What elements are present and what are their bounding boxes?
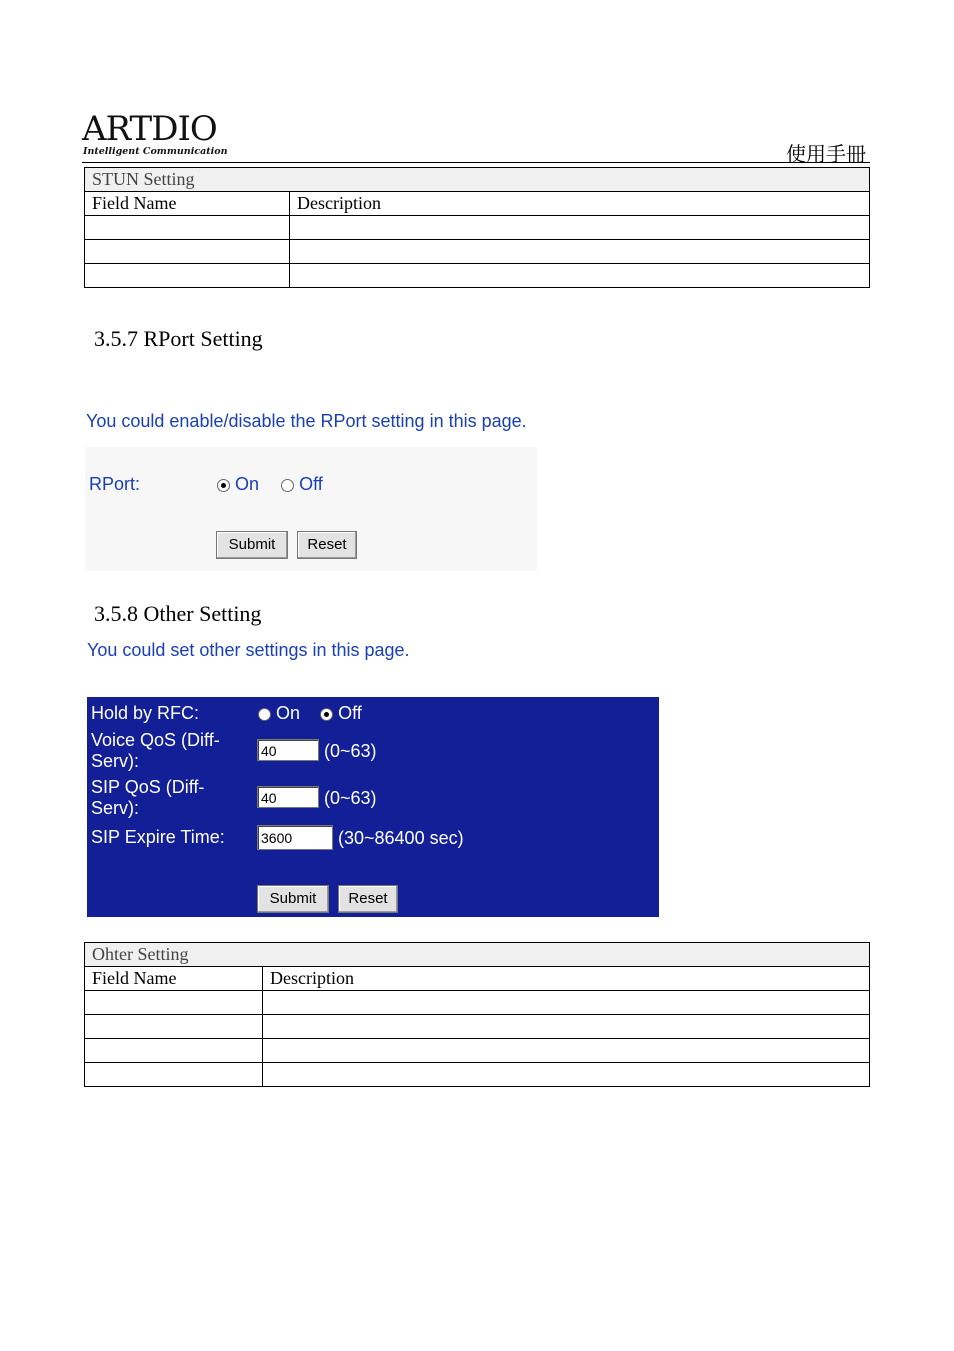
table-cell: [85, 216, 290, 240]
table-caption: STUN Setting: [85, 168, 870, 192]
other-intro-text: You could set other settings in this page.: [87, 640, 410, 660]
voice-qos-input[interactable]: 40: [257, 739, 319, 761]
section-heading-rport: 3.5.7 RPort Setting: [94, 326, 263, 351]
voice-qos-label: Voice QoS (Diff- Serv):: [91, 730, 220, 771]
sip-qos-range: (0~63): [324, 788, 377, 808]
rport-radio-group: [217, 474, 323, 495]
stun-setting-table: [84, 167, 870, 288]
rport-reset-button[interactable]: Reset: [297, 531, 357, 559]
hold-by-rfc-off-radio[interactable]: [320, 708, 333, 721]
other-setting-form: [87, 697, 659, 917]
logo-wordmark: ARTDIO: [82, 109, 217, 149]
rport-label: RPort:: [89, 474, 141, 494]
column-header-description: Description: [290, 192, 870, 216]
artdio-logo: [82, 109, 228, 160]
hold-by-rfc-radio-group: [258, 703, 362, 724]
column-header-field-name: Field Name: [85, 967, 263, 991]
rport-form: [85, 447, 537, 571]
column-header-field-name: Field Name: [85, 192, 290, 216]
rport-off-radio[interactable]: [281, 479, 294, 492]
table-cell: [263, 991, 870, 1015]
table-cell: [263, 1063, 870, 1087]
section-heading-other: 3.5.8 Other Setting: [94, 601, 262, 626]
sip-expire-input[interactable]: 3600: [257, 825, 333, 850]
other-setting-table: [84, 942, 870, 1087]
table-cell: [85, 264, 290, 288]
sip-expire-label: SIP Expire Time:: [91, 827, 225, 847]
rport-submit-button[interactable]: Submit: [216, 531, 288, 559]
table-row: [85, 240, 870, 264]
voice-qos-range: (0~63): [324, 741, 377, 761]
table-row: [85, 991, 870, 1015]
table-cell: [290, 240, 870, 264]
table-row: [85, 216, 870, 240]
table-row: [85, 1015, 870, 1039]
table-cell: [290, 216, 870, 240]
rport-intro-text: You could enable/disable the RPort setting in this page.: [86, 411, 527, 431]
table-row: [85, 1063, 870, 1087]
header-divider: [82, 162, 870, 163]
rport-off-label: Off: [299, 474, 323, 494]
hold-by-rfc-on-radio[interactable]: [258, 708, 271, 721]
logo-tagline: Intelligent Communication: [83, 146, 228, 157]
sip-expire-range: (30~86400 sec): [338, 828, 464, 848]
hold-by-rfc-on-label: On: [276, 703, 301, 723]
rport-on-label: On: [235, 474, 260, 494]
table-row: [85, 1039, 870, 1063]
rport-on-radio[interactable]: [217, 479, 230, 492]
hold-by-rfc-label: Hold by RFC:: [91, 703, 200, 723]
table-cell: [263, 1015, 870, 1039]
column-header-description: Description: [263, 967, 870, 991]
other-submit-button[interactable]: Submit: [257, 885, 329, 913]
table-cell: [85, 991, 263, 1015]
table-row: [85, 264, 870, 288]
sip-qos-input[interactable]: 40: [257, 786, 319, 808]
table-cell: [263, 1039, 870, 1063]
manual-label: 使用手冊: [786, 142, 866, 166]
table-cell: [85, 240, 290, 264]
other-reset-button[interactable]: Reset: [338, 885, 398, 913]
table-cell: [290, 264, 870, 288]
table-caption: Ohter Setting: [85, 943, 870, 967]
table-cell: [85, 1039, 263, 1063]
hold-by-rfc-off-label: Off: [338, 703, 362, 723]
table-cell: [85, 1063, 263, 1087]
sip-qos-label: SIP QoS (Diff- Serv):: [91, 777, 205, 818]
table-cell: [85, 1015, 263, 1039]
